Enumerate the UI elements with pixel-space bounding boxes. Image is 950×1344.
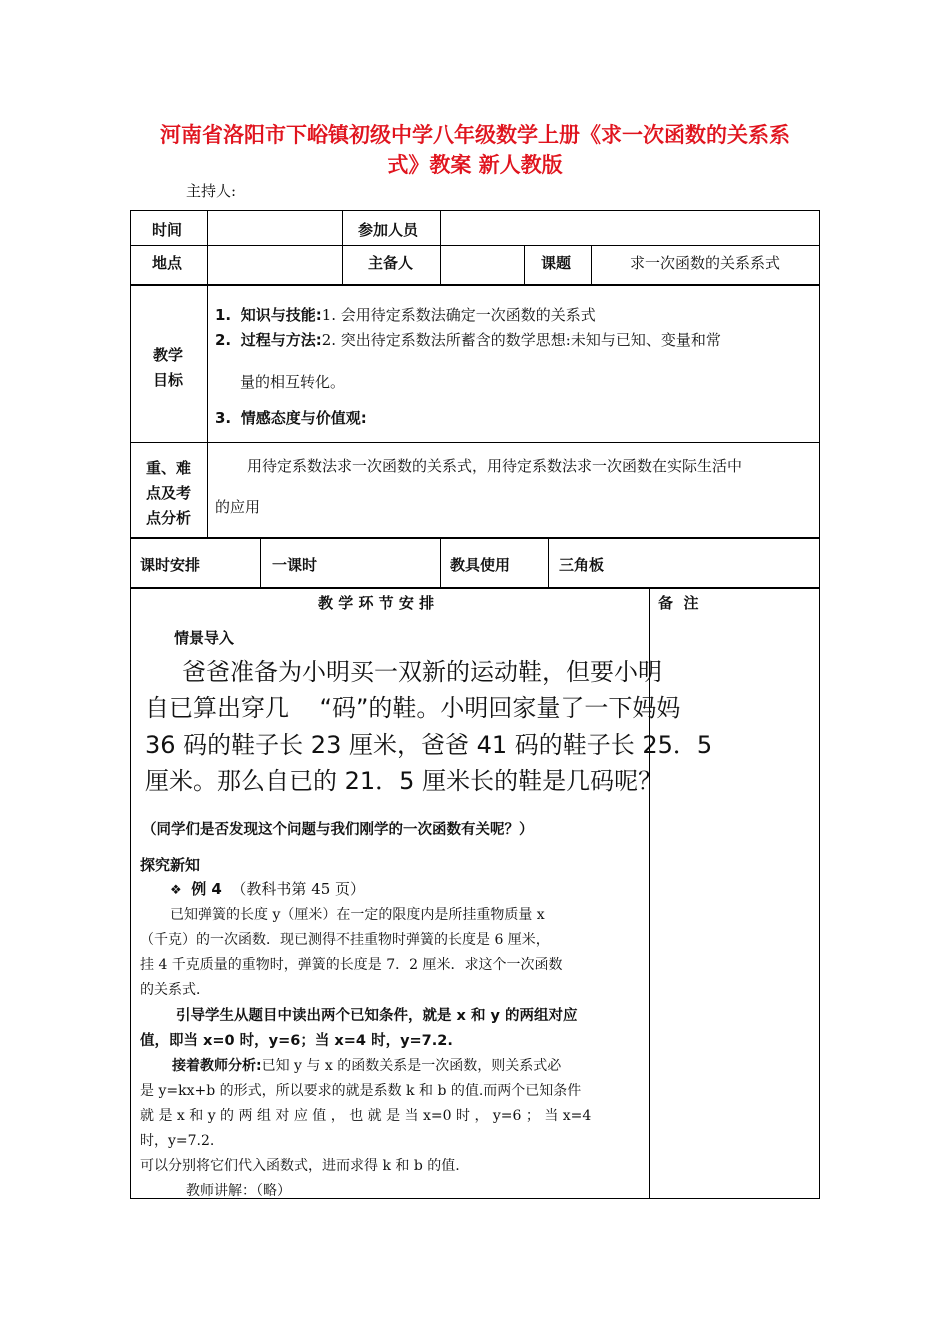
keypoints-text-2: 的应用 [215, 498, 261, 516]
host-label: 主持人: [186, 182, 237, 200]
problem-line-3: 挂 4 千克质量的重物时，弹簧的长度是 7．2 厘米．求这个一次函数 [140, 957, 563, 973]
story-line-4: 厘米。那么自已的 21．5 厘米长的鞋是几码呢？ [145, 767, 663, 795]
title-line-2: 式》教案 新人教版 [387, 153, 563, 177]
problem-line-2: （千克）的一次函数．现已测得不挂重物时弹簧的长度是 6 厘米， [140, 932, 550, 948]
diamond-bullet-icon: ❖ [170, 883, 182, 898]
guide-line-1: 引导学生从题目中读出两个已知条件，就是 x 和 y 的两组对应 [176, 1008, 578, 1024]
example-heading: ❖ 例 4 （教科书第 45 页） [170, 880, 366, 898]
keypoints-label-1: 重、难 [146, 459, 192, 477]
keypoints-label-3: 点分析 [146, 509, 192, 527]
goals-label-2: 目标 [153, 371, 184, 389]
keypoints-label-2: 点及考 [146, 484, 192, 502]
teacher-explain: 教师讲解：（略） [186, 1183, 291, 1199]
analysis-line-5: 可以分别将它们代入函数式，进而求得 k 和 b 的值. [140, 1158, 460, 1174]
analysis-line-3: 就 是 x 和 y 的 两 组 对 应 值 ， 也 就 是 当 x=0 时 ， y=6 ； 当 x=4 [140, 1108, 592, 1124]
analysis-line-1: 接着教师分析:已知 y 与 x 的函数关系是一次函数，则关系式必 [172, 1058, 562, 1074]
intro-heading: 情景导入 [174, 629, 235, 647]
story-line-3: 36 码的鞋子长 23 厘米，爸爸 41 码的鞋子长 25．5 [145, 731, 713, 759]
analysis-line-2: 是 y=kx+b 的形式，所以要求的就是系数 k 和 b 的值.而两个已知条件 [140, 1083, 582, 1099]
topic-label: 课题 [541, 254, 572, 272]
goals-label-1: 教学 [153, 346, 184, 364]
problem-line-1: 已知弹簧的长度 y（厘米）在一定的限度内是所挂重物质量 x [170, 907, 545, 923]
story-line-1: 爸爸准备为小明买一双新的运动鞋，但要小明 [182, 658, 662, 686]
participants-label: 参加人员 [358, 221, 419, 239]
place-label: 地点 [152, 254, 183, 272]
title-line-1: 河南省洛阳市下峪镇初级中学八年级数学上册《求一次函数的关系系 [160, 123, 790, 147]
teaching-section-header: 教 学 环 节 安 排 [318, 594, 435, 612]
topic-value: 求一次函数的关系系式 [630, 254, 781, 272]
period-value: 一课时 [272, 556, 318, 574]
tools-value: 三角板 [559, 556, 605, 574]
goal-item-1: 1. 知识与技能:1. 会用待定系数法确定一次函数的关系式 [215, 306, 596, 324]
preparer-label: 主备人 [368, 254, 414, 272]
guide-line-2: 值，即当 x=0 时，y=6；当 x=4 时，y=7.2. [140, 1033, 453, 1049]
time-label: 时间 [152, 221, 183, 239]
goal-item-3: 3. 情感态度与价值观: [215, 409, 367, 427]
header-table [130, 210, 820, 285]
intro-question: （同学们是否发现这个问题与我们刚学的一次函数有关呢？） [142, 822, 534, 838]
period-label: 课时安排 [140, 556, 201, 574]
document-title [130, 120, 820, 180]
explore-heading: 探究新知 [140, 856, 201, 874]
tools-label: 教具使用 [450, 556, 511, 574]
problem-line-4: 的关系式． [140, 982, 210, 998]
goal-item-2: 2. 过程与方法:2. 突出待定系数法所蓄含的数学思想:未知与已知、变量和常 [215, 331, 721, 349]
story-line-2: 自已算出穿几 “码”的鞋。小明回家量了一下妈妈 [145, 694, 681, 722]
notes-header: 备 注 [658, 594, 699, 612]
keypoints-text-1: 用待定系数法求一次函数的关系式，用待定系数法求一次函数在实际生活中 [247, 457, 743, 475]
goal-item-2-cont: 量的相互转化。 [240, 373, 346, 391]
analysis-line-4: 时，y=7.2. [140, 1133, 215, 1149]
